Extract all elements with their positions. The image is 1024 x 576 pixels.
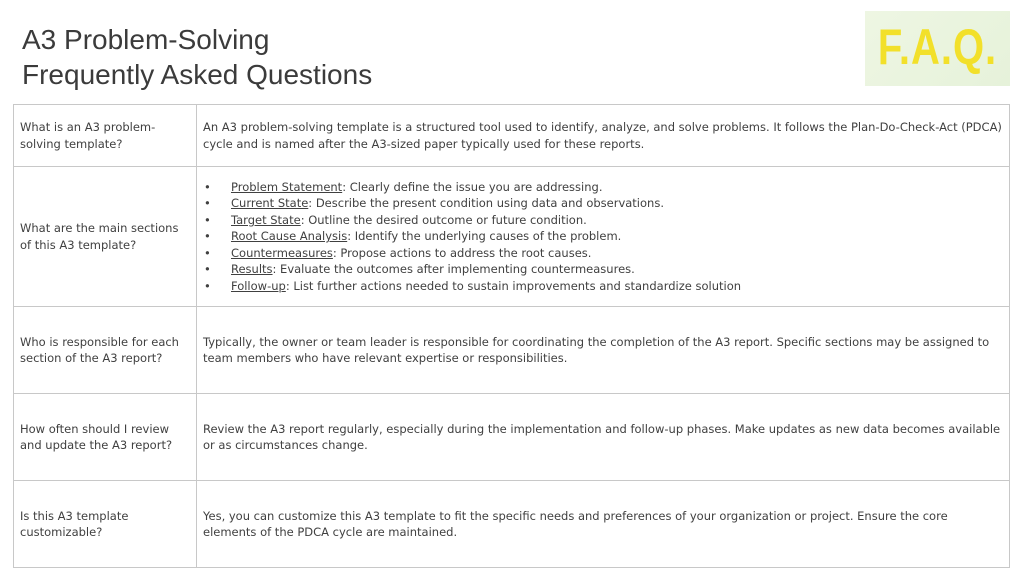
question-cell: Is this A3 template customizable? (14, 481, 197, 568)
section-term: Countermeasures (231, 245, 333, 260)
section-desc: : List further actions needed to sustain improvements and standardize solution (285, 278, 742, 293)
question-cell: What is an A3 problem-solving template? (14, 105, 197, 167)
list-item (231, 212, 1003, 229)
page-title-line1: A3 Problem-Solving (22, 24, 270, 55)
section-desc: : Clearly define the issue you are addressing. (342, 179, 603, 194)
sections-list (203, 179, 1003, 295)
section-term: Problem Statement (231, 179, 343, 194)
list-item (231, 228, 1003, 245)
answer-cell: An A3 problem-solving template is a structured tool used to identify, analyze, and solve problems. It follows the Plan-Do-Check-Act (PDCA) cycle and is named after the A3-sized paper typically used for these reports. (197, 105, 1010, 167)
table-row (14, 481, 1010, 568)
list-item (231, 278, 1003, 295)
list-item (231, 245, 1003, 262)
answer-cell: Typically, the owner or team leader is responsible for coordinating the completion of the A3 report. Specific sections may be assigned to team members who have relevant expertise or responsibilities. (197, 307, 1010, 394)
section-desc: : Propose actions to address the root causes. (332, 245, 592, 260)
list-item (231, 261, 1003, 278)
section-term: Current State (231, 196, 309, 211)
question-cell: What are the main sections of this A3 template? (14, 167, 197, 307)
answer-cell: Review the A3 report regularly, especially during the implementation and follow-up phases. Make updates as new data becomes available or as circumstances change. (197, 394, 1010, 481)
list-item (231, 195, 1003, 212)
table-row (14, 105, 1010, 167)
page-title-line2: Frequently Asked Questions (22, 59, 373, 90)
list-item (231, 179, 1003, 196)
section-term: Results (231, 262, 273, 277)
section-term: Target State (231, 212, 301, 227)
faq-logo (865, 11, 1010, 86)
table-row (14, 307, 1010, 394)
section-desc: : Describe the present condition using data and observations. (308, 196, 664, 211)
section-desc: : Identify the underlying causes of the problem. (347, 229, 622, 244)
section-desc: : Outline the desired outcome or future condition. (300, 212, 587, 227)
section-term: Root Cause Analysis (231, 229, 348, 244)
section-desc: : Evaluate the outcomes after implementing countermeasures. (272, 262, 635, 277)
question-cell: How often should I review and update the A3 report? (14, 394, 197, 481)
answer-cell: Yes, you can customize this A3 template to fit the specific needs and preferences of your organization or project. Ensure the core elements of the PDCA cycle are maintained. (197, 481, 1010, 568)
answer-cell (197, 167, 1010, 307)
section-term: Follow-up (231, 278, 286, 293)
page-title (22, 22, 372, 92)
table-row (14, 167, 1010, 307)
question-cell: Who is responsible for each section of the A3 report? (14, 307, 197, 394)
faq-logo-text: F.A.Q. (877, 20, 998, 76)
table-row (14, 394, 1010, 481)
faq-table (13, 104, 1010, 568)
